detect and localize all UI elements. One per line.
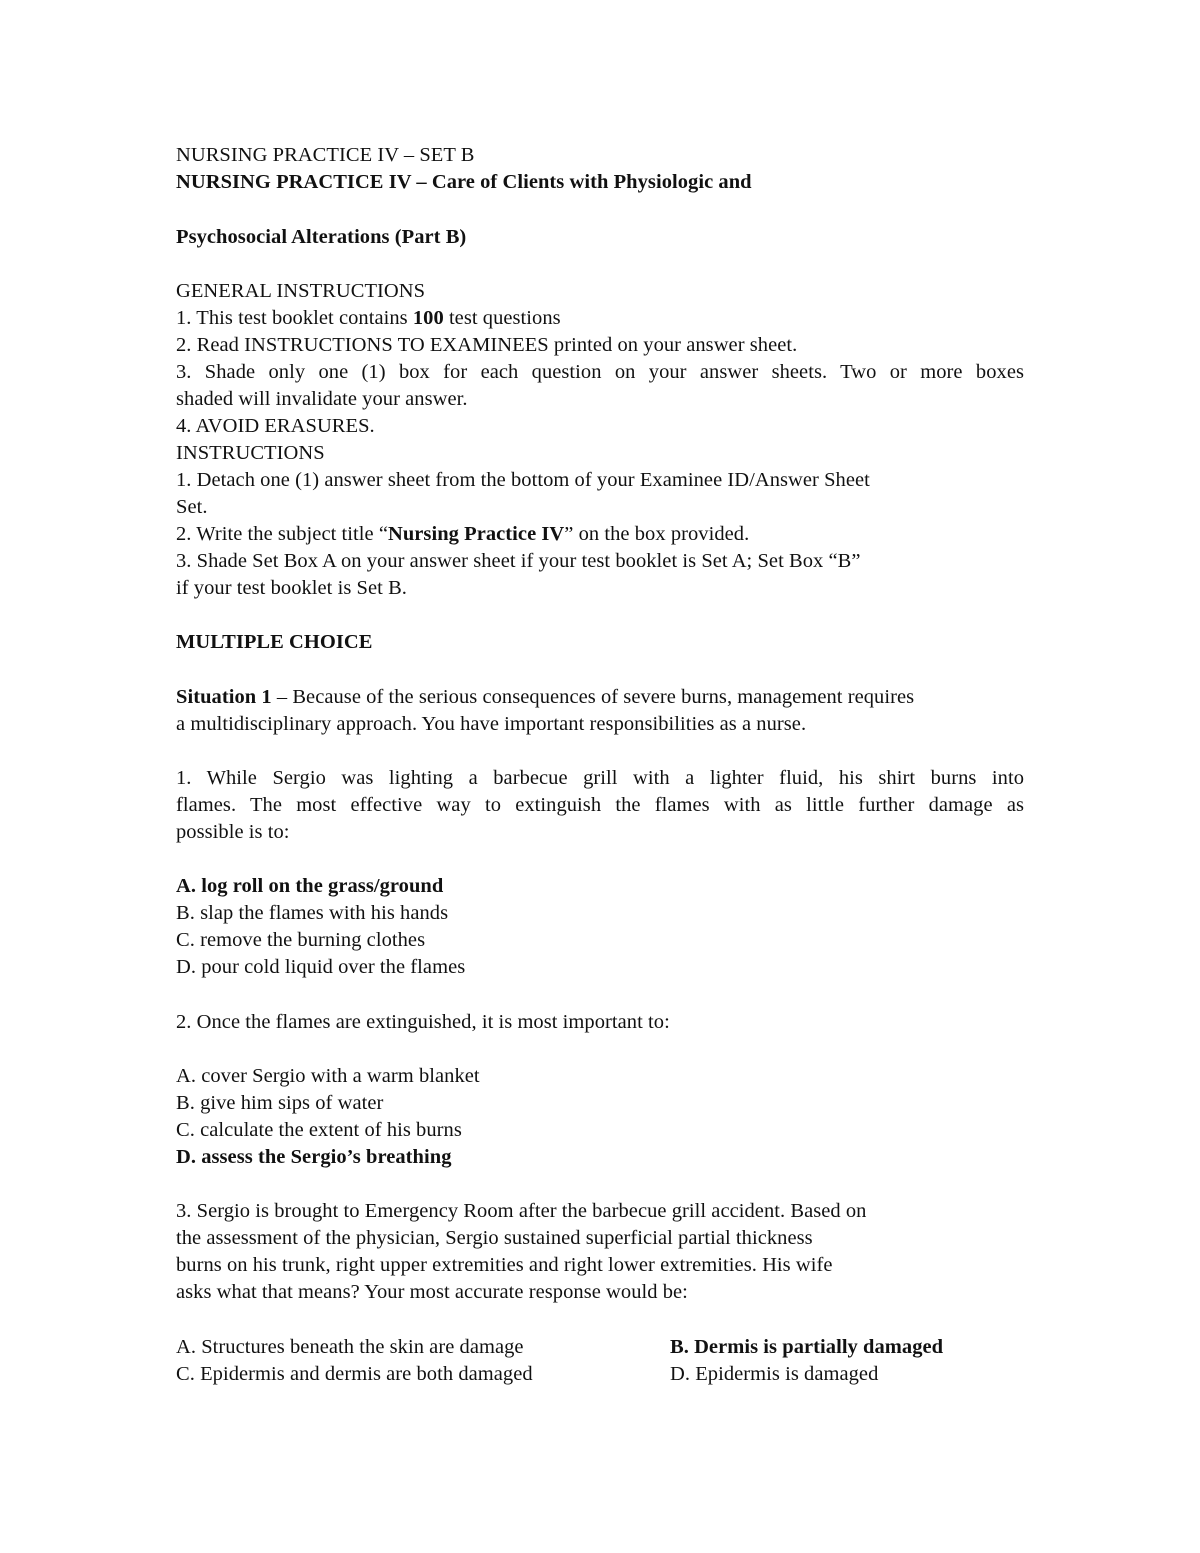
section-heading: MULTIPLE CHOICE — [176, 631, 373, 653]
general-instruction-4: 4. AVOID ERASURES. — [176, 415, 375, 437]
general-instruction-1 — [176, 305, 561, 332]
situation-1 — [176, 684, 914, 711]
general-instruction-3: 3. Shade only one (1) box for each question on your answer sheets. Two or more boxes — [176, 361, 1024, 383]
question-1-stem: 1. While Sergio was lighting a barbecue grill with a lighter fluid, his shirt burns into — [176, 767, 1024, 789]
general-instruction-1-text: 1. This test booklet contains — [176, 307, 413, 329]
question-1-option-b: B. slap the flames with his hands — [176, 902, 449, 924]
instructions-heading: INSTRUCTIONS — [176, 442, 325, 464]
question-2-option-a: A. cover Sergio with a warm blanket — [176, 1065, 480, 1087]
question-2-option-b: B. give him sips of water — [176, 1092, 384, 1114]
situation-label: Situation 1 — [176, 686, 272, 708]
question-1-option-d: D. pour cold liquid over the flames — [176, 956, 466, 978]
general-instructions-heading: GENERAL INSTRUCTIONS — [176, 280, 426, 302]
document-subtitle: Psychosocial Alterations (Part B) — [176, 226, 467, 248]
subject-title: Nursing Practice IV — [387, 523, 565, 545]
instruction-1: 1. Detach one (1) answer sheet from the bottom of your Examinee ID/Answer Sheet — [176, 469, 870, 491]
question-count: 100 — [412, 307, 444, 329]
question-2-option-c: C. calculate the extent of his burns — [176, 1119, 462, 1141]
question-2-option-d: D. assess the Sergio’s breathing — [176, 1146, 452, 1168]
question-1-option-a: A. log roll on the grass/ground — [176, 875, 444, 897]
set-label: NURSING PRACTICE IV – SET B — [176, 144, 475, 166]
question-2-stem: 2. Once the flames are extinguished, it is most important to: — [176, 1011, 670, 1033]
instruction-3-cont: if your test booklet is Set B. — [176, 577, 407, 599]
general-instruction-2: 2. Read INSTRUCTIONS TO EXAMINEES printed on your answer sheet. — [176, 334, 798, 356]
document-title: NURSING PRACTICE IV – Care of Clients with Physiologic and — [176, 171, 752, 193]
question-1-stem-cont: flames. The most effective way to extinguish the flames with as little further damage as — [176, 794, 1024, 816]
question-3-stem-end: asks what that means? Your most accurate response would be: — [176, 1281, 688, 1303]
instruction-2 — [176, 521, 749, 548]
question-3-option-a: A. Structures beneath the skin are damage — [176, 1336, 524, 1358]
question-3-stem: 3. Sergio is brought to Emergency Room after the barbecue grill accident. Based on — [176, 1200, 867, 1222]
question-3-option-d: D. Epidermis is damaged — [670, 1363, 879, 1385]
situation-1-cont: a multidisciplinary approach. You have important responsibilities as a nurse. — [176, 713, 807, 735]
instruction-1-cont: Set. — [176, 496, 208, 518]
question-3-stem-cont-2: burns on his trunk, right upper extremities and right lower extremities. His wife — [176, 1254, 833, 1276]
question-3-option-b: B. Dermis is partially damaged — [670, 1336, 944, 1358]
question-1-option-c: C. remove the burning clothes — [176, 929, 426, 951]
question-3-stem-cont-1: the assessment of the physician, Sergio sustained superficial partial thickness — [176, 1227, 813, 1249]
general-instruction-1-tail: test questions — [443, 307, 561, 329]
general-instruction-3-cont: shaded will invalidate your answer. — [176, 388, 468, 410]
question-3-option-c: C. Epidermis and dermis are both damaged — [176, 1363, 533, 1385]
situation-text: – Because of the serious consequences of severe burns, management requires — [271, 686, 915, 708]
instruction-2-text: 2. Write the subject title “ — [176, 523, 388, 545]
instruction-3: 3. Shade Set Box A on your answer sheet if your test booklet is Set A; Set Box “B” — [176, 550, 861, 572]
instruction-2-tail: ” on the box provided. — [564, 523, 750, 545]
question-1-stem-end: possible is to: — [176, 821, 290, 843]
